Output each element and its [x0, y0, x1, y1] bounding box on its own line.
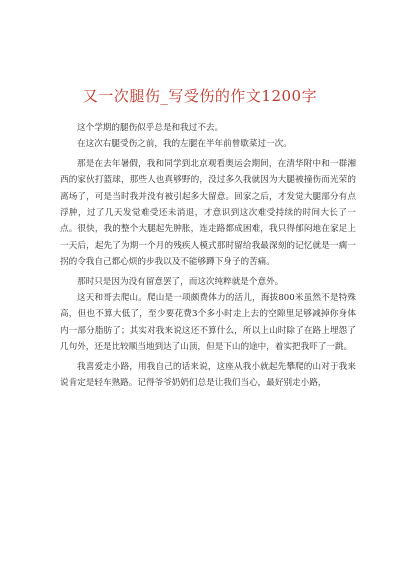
paragraph: 这天和哥去爬山。爬山是一项颇费体力的活儿，海拔800米虽然不是特殊高，但也不算大低了，至少要花费3个多小时走上去的空隙里足够减掉你身体内一部分脂肪了；其实对我来说这还不算什么，所以上山时除了在路上埋怨了几句外，还是比较顺当地到达了山顶，但是下山的途中，着实把我吓了一跳。	[60, 293, 356, 353]
paragraph: 我喜爱走小路，用我自己的话来说，这座从我小就起先攀爬的山对于我来说肯定是轻车熟路。记得爷爷奶奶们总是让我们当心，最好别走小路，	[60, 361, 356, 389]
document-title: 又一次腿伤_写受伤的作文1200字	[82, 87, 318, 105]
document-body	[60, 120, 356, 392]
paragraph: 那是在去年暑假，我和同学到北京观看奥运会期间，在清华附中和一群湘西的家伙打篮球，那些人也真够野的，没过多久我就因为大腿被撞伤而光荣的离场了，可是当时我并没有被引起多大留意。回家之后，才发觉大腿部分有点浮肿，过了几天发觉难受还未消退，才意识到这次难受持续的时间大长了一点。很快，我的整个大腿起先肿胀，连走路都成困难，我只得郁闷地在家足上一天后，起先了为期一个月的残疾人模式那时留给我最深刻的记忆就是一瘸一拐的令我自己都心烦的步我以及不能够蹲下身子的苦痛。	[60, 158, 356, 268]
paragraph: 在这次右腿受伤之前，我的左腿在半年前曾歇菜过一次。	[77, 139, 292, 150]
paragraph: 那时只是因为没有留意罢了，而这次纯粹就是个意外。	[77, 276, 284, 287]
paragraph: 这个学期的腿伤似乎总是和我过不去。	[77, 123, 224, 133]
